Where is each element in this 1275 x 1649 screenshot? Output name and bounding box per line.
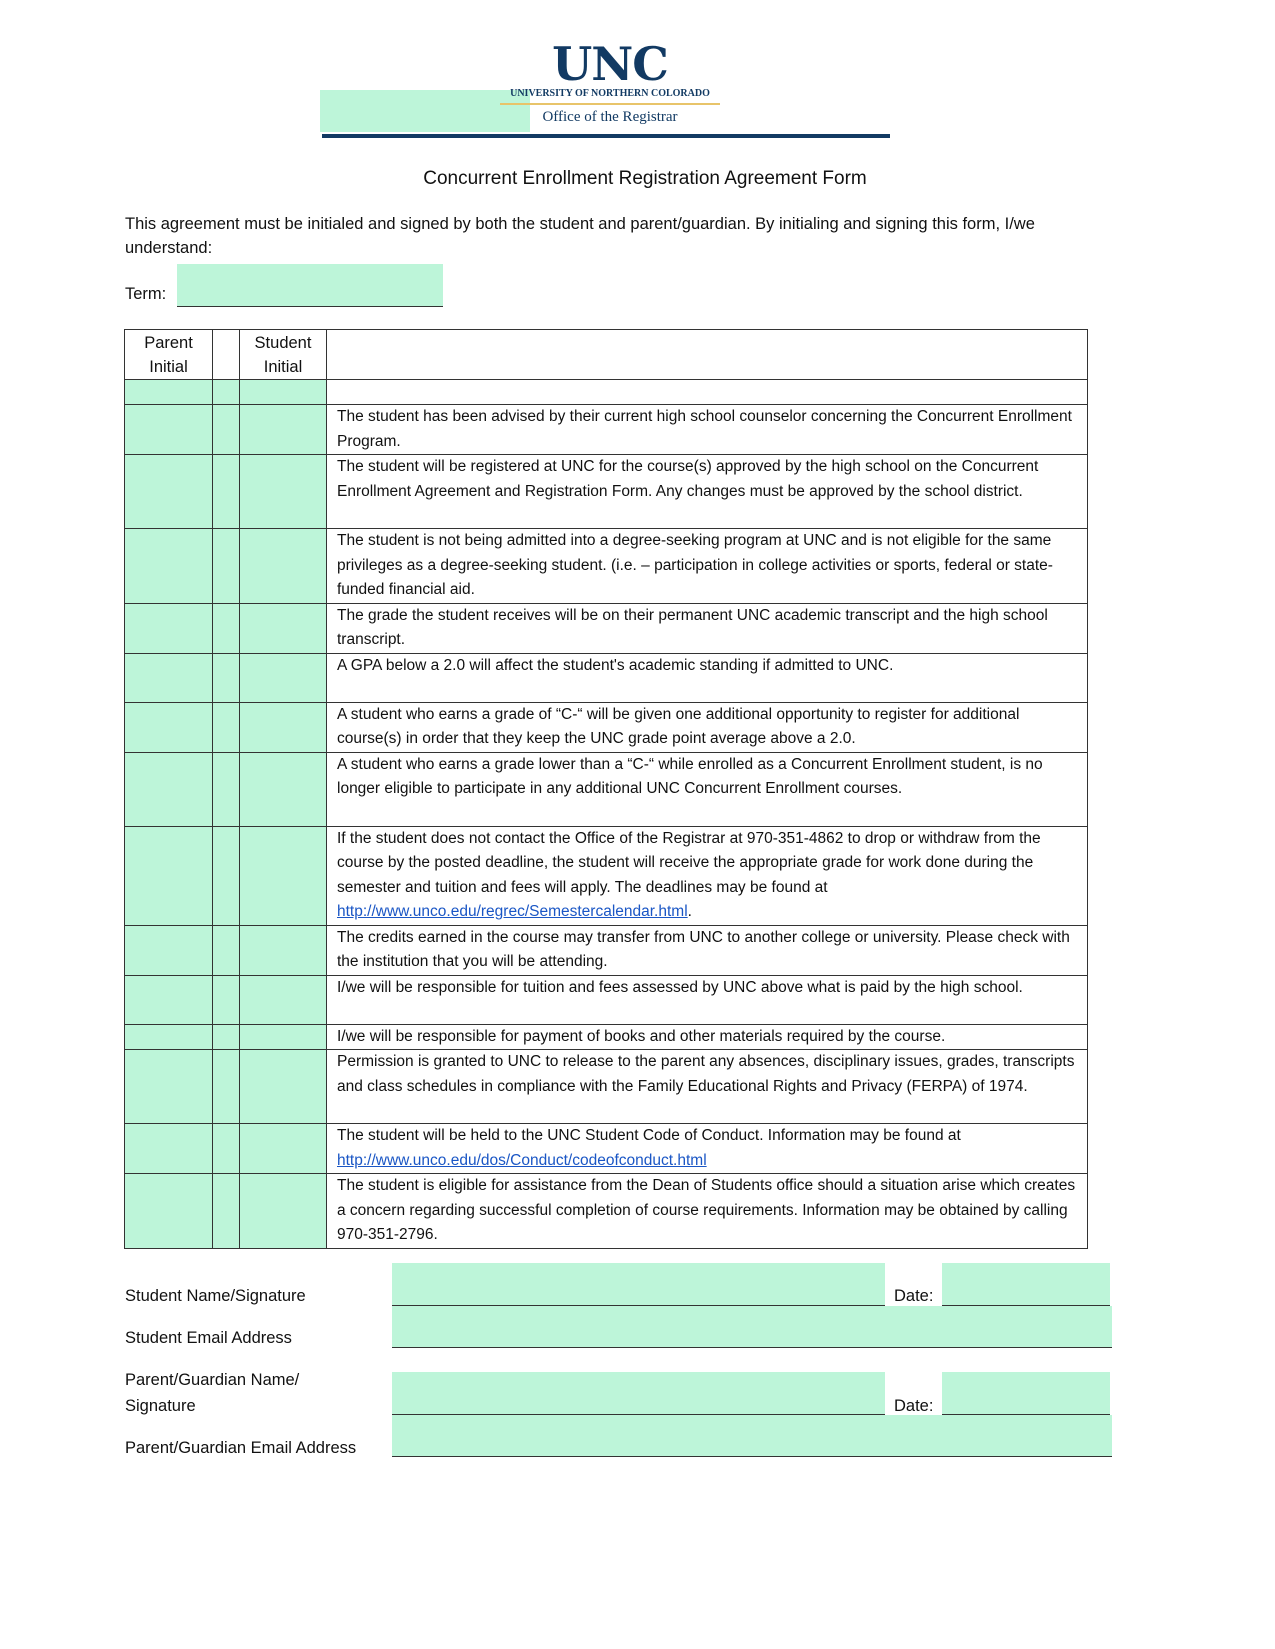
- office-name: Office of the Registrar: [542, 109, 678, 125]
- student-initial-input[interactable]: [240, 1024, 327, 1050]
- parent-date-input[interactable]: [942, 1372, 1110, 1415]
- table-row: [125, 455, 1088, 529]
- unc-logo: [500, 37, 720, 126]
- statement-text: The grade the student receives will be on their permanent UNC academic transcript and the high school transcript.: [337, 606, 1048, 648]
- student-initial-input[interactable]: [240, 975, 327, 1024]
- spacer-header: [213, 330, 240, 380]
- spacer-cell: [213, 603, 240, 653]
- statement-text: The student will be registered at UNC for the course(s) approved by the high school on the Concurrent Enrollment Agreement and Registration Form. Any changes must be approved by the school district.: [337, 458, 1039, 500]
- spacer-cell: [213, 752, 240, 826]
- student-email-input[interactable]: [392, 1306, 1112, 1348]
- student-initial-input[interactable]: [240, 1174, 327, 1249]
- page-title: Concurrent Enrollment Registration Agreement Form: [423, 168, 867, 189]
- student-initial-input[interactable]: [240, 826, 327, 925]
- parent-initial-input[interactable]: [125, 1050, 213, 1124]
- student-initial-input[interactable]: [240, 603, 327, 653]
- statement-text: The student will be held to the UNC Student Code of Conduct. Information may be found at: [337, 1127, 961, 1144]
- statement-link[interactable]: http://www.unco.edu/regrec/Semestercalendar.html: [337, 903, 688, 920]
- table-row: [125, 975, 1088, 1024]
- statement-cell: [327, 653, 1088, 702]
- table-row: [125, 653, 1088, 702]
- statement-cell: [327, 603, 1088, 653]
- logo-text: UNC: [552, 37, 668, 91]
- spacer-cell: [213, 380, 240, 405]
- student-initial-input[interactable]: [240, 405, 327, 455]
- parent-initial-input[interactable]: [125, 975, 213, 1024]
- table-row: [125, 1174, 1088, 1249]
- student-initial-input[interactable]: [240, 1050, 327, 1124]
- spacer-cell: [213, 826, 240, 925]
- student-initial-input[interactable]: [240, 752, 327, 826]
- statement-cell: [327, 702, 1088, 752]
- student-date-label: Date:: [894, 1287, 934, 1305]
- spacer-cell: [213, 1024, 240, 1050]
- statement-cell: [327, 752, 1088, 826]
- statement-text: A student who earns a grade of “C-“ will be given one additional opportunity to register for additional course(s) in order that they keep the UNC grade point average above a 2.0.: [337, 705, 1020, 747]
- table-row: [125, 826, 1088, 925]
- header-fill-field[interactable]: [320, 90, 530, 132]
- student-signature-input[interactable]: [392, 1263, 885, 1306]
- table-row: [125, 1124, 1088, 1174]
- student-email-label: Student Email Address: [125, 1329, 292, 1347]
- student-initial-input[interactable]: [240, 702, 327, 752]
- statement-text: If the student does not contact the Office of the Registrar at 970-351-4862 to drop or withdraw from the course by the posted deadline, the student will receive the appropriate grade for work done during the semester and tuition and fees will apply. The deadlines may be found at: [337, 829, 1041, 896]
- student-initial-input[interactable]: [240, 653, 327, 702]
- parent-initial-input[interactable]: [125, 925, 213, 975]
- parent-initial-input[interactable]: [125, 826, 213, 925]
- student-initial-input[interactable]: [240, 1124, 327, 1174]
- parent-signature-label: Parent/Guardian Name/ Signature: [125, 1371, 300, 1415]
- term-input[interactable]: [177, 264, 443, 307]
- parent-initial-input[interactable]: [125, 653, 213, 702]
- statement-cell: [327, 1050, 1088, 1124]
- statement-cell: [327, 1174, 1088, 1249]
- student-signature-label: Student Name/Signature: [125, 1287, 306, 1305]
- statement-cell: [327, 405, 1088, 455]
- header-bar: [322, 134, 890, 138]
- parent-initial-input[interactable]: [125, 702, 213, 752]
- intro-text: This agreement must be initialed and signed by both the student and parent/guardian. By initialing and signing this form, I/we understand:: [125, 215, 1035, 257]
- statement-text: A student who earns a grade lower than a “C-“ while enrolled as a Concurrent Enrollment student, is no longer eligible to participate in any additional UNC Concurrent Enrollment courses.: [337, 755, 1043, 797]
- statement-header: [327, 330, 1088, 380]
- parent-initial-header: Parent Initial: [125, 330, 213, 380]
- parent-initial-input[interactable]: [125, 603, 213, 653]
- statement-cell: [327, 455, 1088, 529]
- statement-cell: [327, 1124, 1088, 1174]
- parent-initial-input[interactable]: [125, 380, 213, 405]
- spacer-cell: [213, 653, 240, 702]
- table-row: [125, 405, 1088, 455]
- student-initial-input[interactable]: [240, 529, 327, 604]
- student-initial-input[interactable]: [240, 925, 327, 975]
- parent-date-label: Date:: [894, 1397, 934, 1415]
- divider: [500, 103, 720, 105]
- student-initial-input[interactable]: [240, 455, 327, 529]
- term-label: Term:: [125, 285, 167, 303]
- university-name: UNIVERSITY OF NORTHERN COLORADO: [510, 88, 710, 99]
- parent-initial-input[interactable]: [125, 455, 213, 529]
- agreement-table: [124, 329, 1088, 1249]
- parent-initial-input[interactable]: [125, 405, 213, 455]
- spacer-cell: [213, 405, 240, 455]
- table-row: [125, 702, 1088, 752]
- spacer-cell: [213, 455, 240, 529]
- statement-cell: [327, 975, 1088, 1024]
- spacer-cell: [213, 925, 240, 975]
- statement-link[interactable]: http://www.unco.edu/dos/Conduct/codeofconduct.html: [337, 1151, 707, 1169]
- parent-initial-input[interactable]: [125, 752, 213, 826]
- parent-initial-input[interactable]: [125, 1174, 213, 1249]
- table-row: [125, 1050, 1088, 1124]
- table-row: [125, 1024, 1088, 1050]
- statement-text: I/we will be responsible for payment of books and other materials required by the course.: [337, 1027, 946, 1045]
- statement-text: A GPA below a 2.0 will affect the student's academic standing if admitted to UNC.: [337, 656, 894, 674]
- student-date-input[interactable]: [942, 1263, 1110, 1306]
- parent-email-input[interactable]: [392, 1415, 1112, 1457]
- statement-text-after: .: [687, 903, 692, 920]
- parent-email-label: Parent/Guardian Email Address: [125, 1439, 357, 1457]
- table-row: [125, 529, 1088, 604]
- table-row: [125, 925, 1088, 975]
- spacer-cell: [213, 975, 240, 1024]
- statement-cell: [327, 826, 1088, 925]
- statement-cell: [327, 529, 1088, 604]
- spacer-cell: [213, 1050, 240, 1124]
- spacer-cell: [213, 529, 240, 604]
- parent-signature-input[interactable]: [392, 1372, 885, 1415]
- parent-initial-input[interactable]: [125, 1124, 213, 1174]
- table-header: [125, 330, 1088, 380]
- statement-text: I/we will be responsible for tuition and fees assessed by UNC above what is paid by the high school.: [337, 978, 1023, 996]
- spacer-cell: [213, 1174, 240, 1249]
- student-initial-header: Student Initial: [240, 330, 327, 380]
- spacer-cell: [213, 1124, 240, 1174]
- statement-text: The student is not being admitted into a degree-seeking program at UNC and is not eligible for the same privileges as a degree-seeking student. (i.e. – participation in college activities or sports, federal or state-funded financial aid.: [337, 532, 1053, 598]
- statement-text: Permission is granted to UNC to release to the parent any absences, disciplinary issues, grades, transcripts and class schedules in compliance with the Family Educational Rights and Privacy (FERPA) of 1974.: [337, 1053, 1075, 1095]
- parent-initial-input[interactable]: [125, 529, 213, 604]
- parent-initial-input[interactable]: [125, 1024, 213, 1050]
- statement-text: The student has been advised by their current high school counselor concerning the Concurrent Enrollment Program.: [337, 408, 1072, 450]
- spacer-cell: [213, 702, 240, 752]
- statement-text: The credits earned in the course may transfer from UNC to another college or university. Please check with the institution that you will be attending.: [337, 928, 1070, 970]
- statement-text: The student is eligible for assistance from the Dean of Students office should a situation arise which creates a concern regarding successful completion of course requirements. Information may be obtained by calling 970-351-2796.: [337, 1177, 1076, 1243]
- statement-cell: [327, 1024, 1088, 1050]
- blank-row: [125, 380, 1088, 405]
- statement-cell: [327, 925, 1088, 975]
- table-row: [125, 603, 1088, 653]
- student-initial-input[interactable]: [240, 380, 327, 405]
- table-row: [125, 752, 1088, 826]
- statement-cell: [327, 380, 1088, 405]
